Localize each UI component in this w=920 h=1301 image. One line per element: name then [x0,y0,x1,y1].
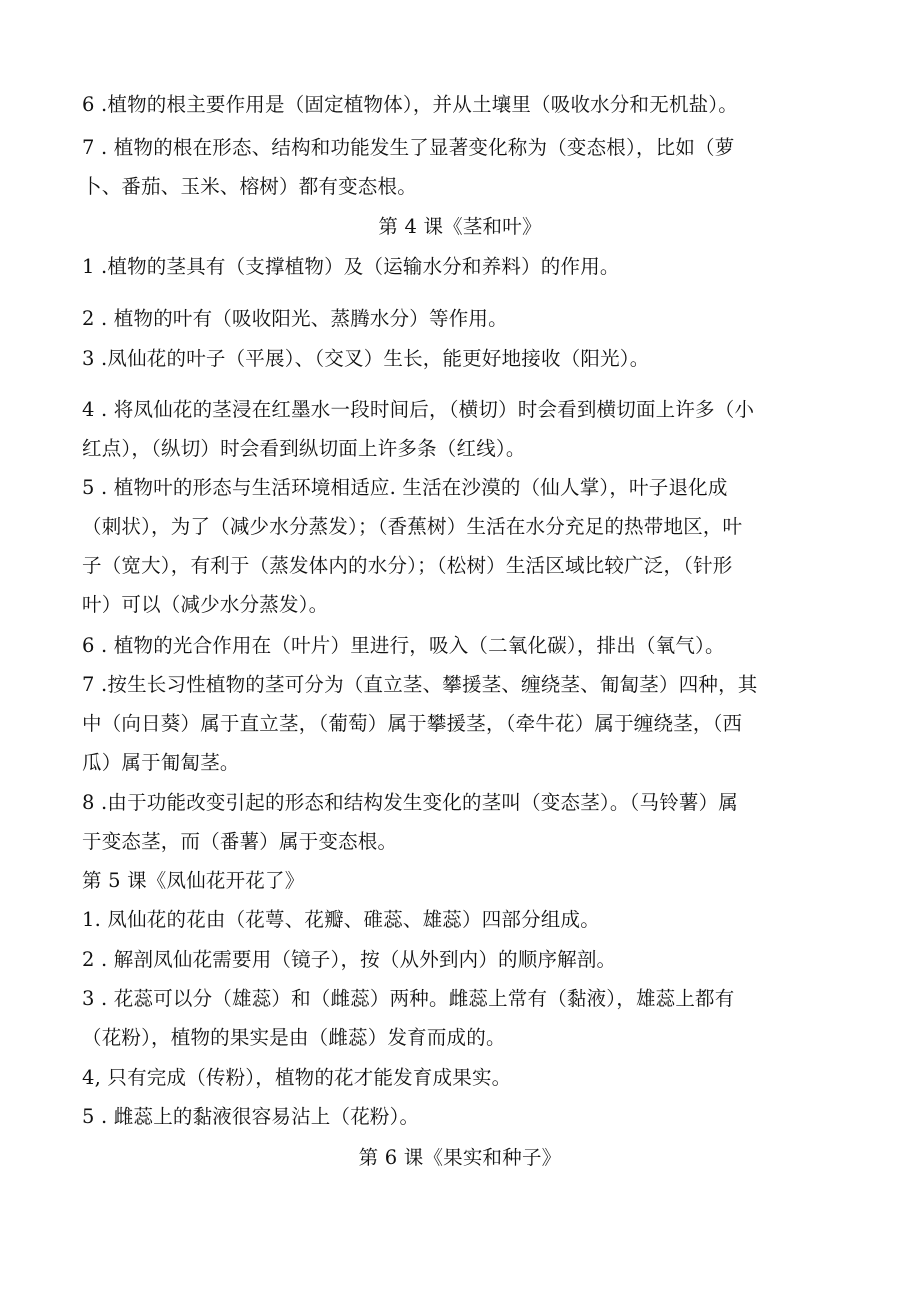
text-line: 卜、番茄、玉米、榕树）都有变态根。 [82,175,417,198]
lesson-heading: 第 6 课《果实和种子》 [358,1146,562,1169]
text-line: 叶）可以（减少水分蒸发）。 [82,593,329,616]
text-line: 子（宽大），有利于（蒸发体内的水分）；（松树）生活区域比较广泛，（针形 [82,554,733,577]
lesson-heading: 第 4 课《茎和叶》 [378,215,542,238]
text-line: 8 .由于功能改变引起的形态和结构发生变化的茎叫（变态茎）。（马铃薯）属 [82,791,739,814]
text-line: （刺状），为了（减少水分蒸发）；（香蕉树）生活在水分充足的热带地区，叶 [82,515,743,538]
text-line: 4 . 将凤仙花的茎浸在红墨水一段时间后，（横切）时会看到横切面上许多（小 [82,398,755,421]
text-line: 3 . 花蕊可以分（雄蕊）和（雌蕊）两种。雌蕊上常有（黏液），雄蕊上都有 [82,987,735,1010]
text-line: 7 . 植物的根在形态、结构和功能发生了显著变化称为（变态根），比如（萝 [82,136,735,159]
text-line: 2 . 植物的叶有（吸收阳光、蒸腾水分）等作用。 [82,307,508,330]
lesson-heading: 第 5 课《凤仙花开花了》 [82,869,305,892]
text-line: 6 .植物的根主要作用是（固定植物体），并从土壤里（吸收水分和无机盐）。 [82,93,739,116]
text-line: 4, 只有完成（传粉），植物的花才能发育成果实。 [82,1066,512,1089]
text-line: 瓜）属于匍匐茎。 [82,751,240,774]
text-line: 1. 凤仙花的花由（花萼、花瓣、碓蕊、雄蕊）四部分组成。 [82,908,600,931]
text-line: 5 . 植物叶的形态与生活环境相适应. 生活在沙漠的（仙人掌），叶子退化成 [82,476,728,499]
text-line: 中（向日葵）属于直立茎，（葡萄）属于攀援茎，（牵牛花）属于缠绕茎，（西 [82,712,743,735]
text-line: 于变态茎，而（番薯）属于变态根。 [82,830,398,853]
text-line: 3 .凤仙花的叶子（平展）、（交叉）生长，能更好地接收（阳光）。 [82,347,650,370]
text-line: 5 . 雌蕊上的黏液很容易沾上（花粉）。 [82,1105,420,1128]
text-line: 7 .按生长习性植物的茎可分为（直立茎、攀援茎、缠绕茎、匍匐茎）四种，其 [82,673,758,696]
text-line: 红点），（纵切）时会看到纵切面上许多条（红线）。 [82,437,526,460]
text-line: 1 .植物的茎具有（支撑植物）及（运输水分和养料）的作用。 [82,255,620,278]
text-line: 2 . 解剖凤仙花需要用（镜子），按（从外到内）的顺序解剖。 [82,948,617,971]
text-line: （花粉），植物的果实是由（雌蕊）发育而成的。 [82,1026,506,1049]
text-line: 6 . 植物的光合作用在（叶片）里进行，吸入（二氧化碳），排出（氧气）。 [82,634,725,657]
